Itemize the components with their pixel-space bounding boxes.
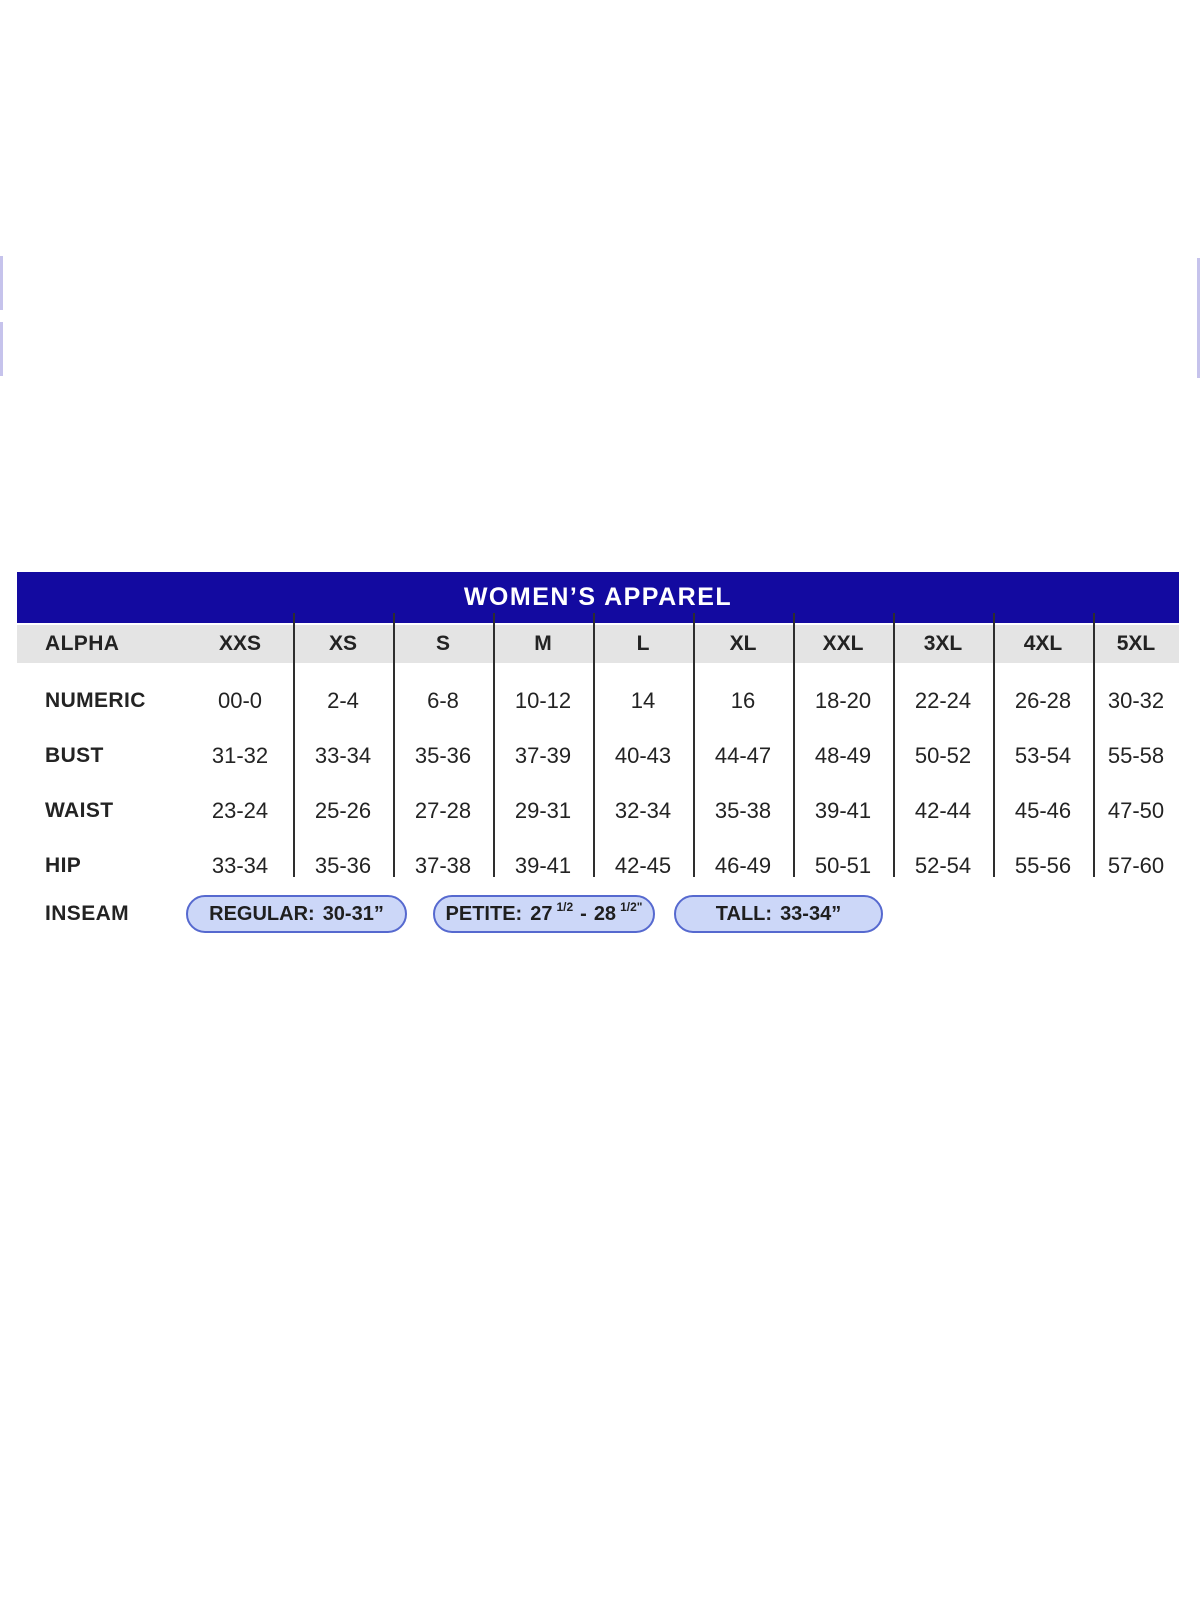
- column-divider: [893, 613, 895, 877]
- inseam-regular-label: REGULAR:: [209, 902, 315, 925]
- table-row-hip: [17, 838, 1179, 893]
- column-divider: [493, 613, 495, 877]
- inseam-petite-value-low: 27: [530, 902, 553, 925]
- header-size-xs: XS: [328, 632, 357, 655]
- row-label: INSEAM: [45, 902, 130, 925]
- cell-value: 39-41: [814, 797, 872, 823]
- cell-value: 29-31: [514, 797, 572, 823]
- cell-value: 37-38: [414, 852, 472, 878]
- row-label: WAIST: [45, 798, 114, 822]
- table-row-bust: [17, 728, 1179, 783]
- row-label: HIP: [45, 853, 82, 877]
- cell-value: 35-38: [714, 797, 772, 823]
- cell-value: 35-36: [414, 742, 472, 768]
- header-size-xxs: XXS: [218, 632, 262, 655]
- inseam-petite-label: PETITE:: [445, 902, 523, 925]
- cell-value: 6-8: [427, 687, 459, 713]
- cell-value: 16: [730, 687, 756, 713]
- cell-value: 14: [630, 687, 656, 713]
- inseam-petite-badge: [433, 895, 655, 933]
- cell-value: 00-0: [217, 687, 263, 713]
- column-divider: [1093, 613, 1095, 877]
- cell-value: 39-41: [514, 852, 572, 878]
- inseam-petite-fraction-high: 1/2: [620, 900, 637, 914]
- header-size-3xl: 3XL: [923, 632, 963, 655]
- inseam-tall-label: TALL:: [715, 902, 773, 925]
- inseam-tall-badge: [674, 895, 883, 933]
- header-size-l: L: [636, 632, 650, 655]
- left-edge-artifact-2: [0, 322, 3, 376]
- header-size-xxl: XXL: [822, 632, 864, 655]
- cell-value: 31-32: [211, 742, 269, 768]
- column-divider: [393, 613, 395, 877]
- inseam-petite-inch-mark: ": [636, 900, 643, 914]
- cell-value: 27-28: [414, 797, 472, 823]
- cell-value: 10-12: [514, 687, 572, 713]
- header-size-m: M: [534, 632, 552, 655]
- inseam-petite-dash: -: [580, 902, 587, 925]
- cell-value: 42-45: [614, 852, 672, 878]
- cell-value: 25-26: [314, 797, 372, 823]
- cell-value: 46-49: [714, 852, 772, 878]
- cell-value: 48-49: [814, 742, 872, 768]
- chart-title-bar: [17, 572, 1179, 623]
- column-divider: [793, 613, 795, 877]
- cell-value: 50-52: [914, 742, 972, 768]
- cell-value: 22-24: [914, 687, 972, 713]
- cell-value: 53-54: [1014, 742, 1072, 768]
- header-size-4xl: 4XL: [1023, 632, 1063, 655]
- cell-value: 52-54: [914, 852, 972, 878]
- column-divider: [593, 613, 595, 877]
- inseam-regular-badge: [186, 895, 407, 933]
- cell-value: 23-24: [211, 797, 269, 823]
- inseam-petite-value-high: 28: [593, 902, 617, 925]
- header-size-s: S: [435, 632, 450, 655]
- table-row-waist: [17, 783, 1179, 838]
- cell-value: 40-43: [614, 742, 672, 768]
- column-divider: [293, 613, 295, 877]
- cell-value: 57-60: [1107, 852, 1165, 878]
- header-size-5xl: 5XL: [1116, 632, 1156, 655]
- column-divider: [993, 613, 995, 877]
- inseam-regular-value: 30-31”: [322, 902, 384, 925]
- header-size-xl: XL: [729, 632, 757, 655]
- cell-value: 33-34: [211, 852, 269, 878]
- table-row-inseam: [17, 895, 1179, 933]
- cell-value: 42-44: [914, 797, 972, 823]
- table-row-numeric: [17, 673, 1179, 728]
- cell-value: 30-32: [1107, 687, 1165, 713]
- cell-value: 35-36: [314, 852, 372, 878]
- cell-value: 55-56: [1014, 852, 1072, 878]
- cell-value: 45-46: [1014, 797, 1072, 823]
- row-label: BUST: [45, 743, 104, 767]
- cell-value: 26-28: [1014, 687, 1072, 713]
- header-label-alpha: ALPHA: [45, 632, 120, 655]
- row-label: NUMERIC: [45, 688, 146, 712]
- chart-title: WOMEN’S APPAREL: [463, 583, 733, 611]
- size-header-row: [17, 625, 1179, 663]
- cell-value: 50-51: [814, 852, 872, 878]
- left-edge-artifact-1: [0, 256, 3, 310]
- cell-value: 44-47: [714, 742, 772, 768]
- cell-value: 37-39: [514, 742, 572, 768]
- cell-value: 47-50: [1107, 797, 1165, 823]
- cell-value: 55-58: [1107, 742, 1165, 768]
- cell-value: 33-34: [314, 742, 372, 768]
- cell-value: 2-4: [327, 687, 359, 713]
- cell-value: 32-34: [614, 797, 672, 823]
- inseam-petite-fraction-low: 1/2: [556, 900, 574, 914]
- womens-apparel-size-chart: [17, 572, 1179, 933]
- column-divider: [693, 613, 695, 877]
- inseam-tall-value: 33-34”: [780, 902, 842, 925]
- cell-value: 18-20: [814, 687, 872, 713]
